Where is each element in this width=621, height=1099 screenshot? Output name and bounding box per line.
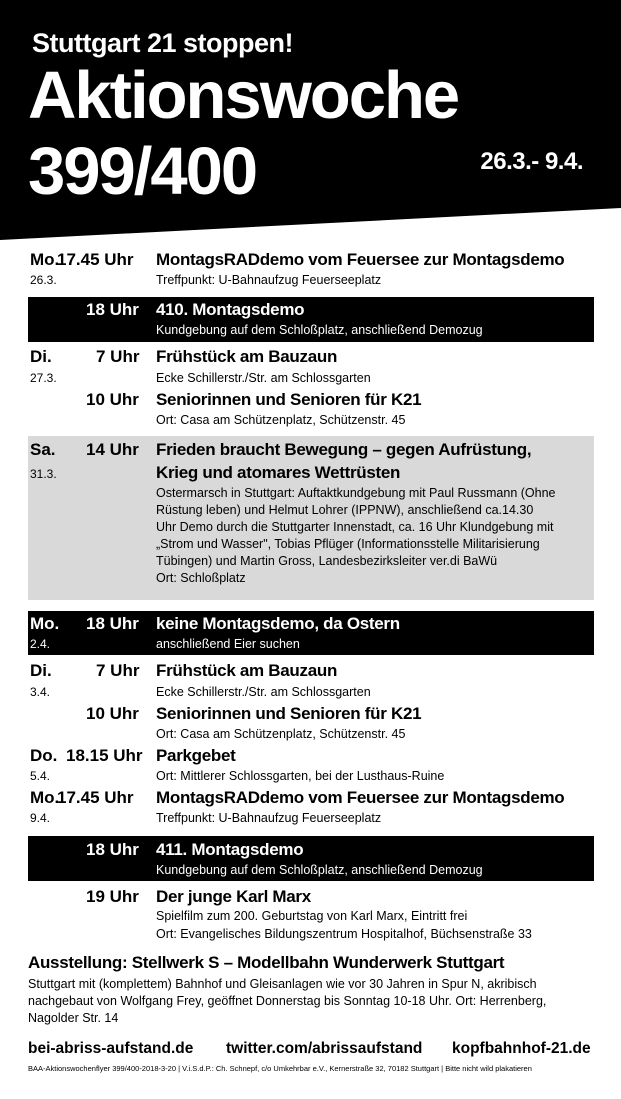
event-block	[28, 788, 594, 830]
event-title: 410. Montagsdemo	[156, 300, 305, 319]
event-title: Parkgebet	[156, 746, 236, 765]
event-block-highlight	[28, 611, 594, 655]
event-block-featured	[28, 436, 594, 600]
event-time: 18.15 Uhr	[66, 746, 143, 765]
event-time: 18 Uhr	[86, 840, 139, 859]
exhibition-text: Stuttgart mit (komplettem) Bahnhof und Gleisanlagen wie vor 30 Jahren in Spur N, akribisch nachgebaut von Wolfgang Frey, geöffnet Donnerstag bis Sonntag 10-18 Uhr. Ort: Herrenberg, Nagolder Str. 14	[28, 977, 547, 1025]
event-title: Frühstück am Bauzaun	[156, 347, 338, 366]
event-date: 31.3.	[30, 467, 57, 481]
event-block	[28, 661, 594, 703]
event-detail: Ostermarsch in Stuttgart: Auftaktkundgebung mit Paul Russmann (Ohne	[156, 486, 556, 500]
event-title-line2: Krieg und atomares Wettrüsten	[156, 463, 401, 482]
event-title: Frühstück am Bauzaun	[156, 661, 338, 680]
event-block	[28, 347, 594, 389]
header-banner	[0, 0, 621, 240]
event-date: 27.3.	[30, 371, 57, 385]
footer-link-kopfbahnhof[interactable]: kopfbahnhof-21.de	[452, 1040, 591, 1057]
event-time: 10 Uhr	[86, 390, 139, 409]
header-subtitle: Stuttgart 21 stoppen!	[32, 28, 294, 58]
event-title: 411. Montagsdemo	[156, 840, 304, 859]
event-date: 9.4.	[30, 811, 51, 825]
event-time: 14 Uhr	[86, 440, 139, 459]
event-time: 18 Uhr	[86, 300, 139, 319]
footer-link-twitter[interactable]: twitter.com/abrissaufstand	[226, 1040, 423, 1057]
event-detail: Ort: Evangelisches Bildungszentrum Hospitalhof, Büchsenstraße 33	[156, 927, 532, 941]
header-title: Aktionswoche	[28, 58, 459, 133]
event-block-highlight	[28, 297, 594, 342]
event-detail: Kundgebung auf dem Schloßplatz, anschließend Demozug	[156, 863, 483, 877]
event-block	[28, 704, 594, 744]
event-detail: Tübingen) und Martin Gross, Landesbezirksleiter ver.di BaWü	[156, 554, 498, 568]
event-day: Di.	[30, 661, 52, 680]
event-detail: Spielfilm zum 200. Geburtstag von Karl Marx, Eintritt frei	[156, 909, 468, 923]
event-day: Mo.	[30, 614, 60, 633]
event-date: 26.3.	[30, 273, 57, 287]
event-day: Mo.	[30, 788, 60, 807]
header-dates: 26.3.- 9.4.	[480, 148, 583, 175]
event-detail: Ort: Casa am Schützenplatz, Schützenstr. 45	[156, 413, 406, 427]
event-detail: Rüstung leben) und Helmut Lohrer (IPPNW), anschließend ca.14.30	[156, 503, 534, 517]
event-title: Seniorinnen und Senioren für K21	[156, 390, 422, 409]
event-time: 17.45 Uhr	[57, 250, 134, 269]
event-detail: Treffpunkt: U-Bahnaufzug Feuerseeplatz	[156, 273, 382, 287]
event-detail: Ecke Schillerstr./Str. am Schlossgarten	[156, 685, 371, 699]
exhibition-title: Ausstellung: Stellwerk S – Modellbahn Wunderwerk Stuttgart	[28, 953, 505, 972]
event-title: MontagsRADdemo vom Feuersee zur Montagsdemo	[156, 250, 565, 269]
event-detail: „Strom und Wasser", Tobias Pflüger (Informationsstelle Militarisierung	[156, 537, 540, 551]
event-detail: Kundgebung auf dem Schloßplatz, anschließend Demozug	[156, 323, 483, 337]
event-detail: anschließend Eier suchen	[156, 637, 300, 651]
event-detail: Ort: Mittlerer Schlossgarten, bei der Lusthaus-Ruine	[156, 769, 445, 783]
event-day: Sa.	[30, 440, 56, 459]
event-title: Seniorinnen und Senioren für K21	[156, 704, 422, 723]
event-block	[28, 887, 594, 947]
header-number: 399/400	[28, 134, 257, 209]
event-title: keine Montagsdemo, da Ostern	[156, 614, 400, 633]
event-block	[28, 250, 594, 292]
event-title: Der junge Karl Marx	[156, 887, 311, 906]
event-time: 17.45 Uhr	[57, 788, 134, 807]
event-detail: Ecke Schillerstr./Str. am Schlossgarten	[156, 371, 371, 385]
event-title: MontagsRADdemo vom Feuersee zur Montagsdemo	[156, 788, 565, 807]
event-detail: Uhr Demo durch die Stuttgarter Innenstadt, ca. 16 Uhr Klundgebung mit	[156, 520, 554, 534]
event-block	[28, 390, 594, 430]
event-title: Frieden braucht Bewegung – gegen Aufrüstung,	[156, 440, 532, 459]
event-day: Mo.	[30, 250, 60, 269]
event-date: 2.4.	[30, 637, 51, 651]
event-time: 18 Uhr	[86, 614, 139, 633]
event-time: 7 Uhr	[96, 661, 140, 680]
event-block-highlight	[28, 836, 594, 881]
event-time: 7 Uhr	[96, 347, 140, 366]
event-day: Do.	[30, 746, 58, 765]
event-time: 10 Uhr	[86, 704, 139, 723]
footer-link-website[interactable]: bei-abriss-aufstand.de	[28, 1040, 194, 1057]
event-date: 5.4.	[30, 769, 51, 783]
event-block	[28, 746, 594, 788]
event-detail: Treffpunkt: U-Bahnaufzug Feuerseeplatz	[156, 811, 382, 825]
footer-imprint: BAA-Aktionswochenflyer 399/400-2018-3-20 | V.i.S.d.P.: Ch. Schnepf, c/o Umkehrbar e.V., Kernerstraße 32, 70182 Stuttgart | Bitte nicht wild plakatieren	[28, 1064, 532, 1073]
event-date: 3.4.	[30, 685, 51, 699]
event-time: 19 Uhr	[86, 887, 139, 906]
event-day: Di.	[30, 347, 52, 366]
event-detail: Ort: Casa am Schützenplatz, Schützenstr. 45	[156, 727, 406, 741]
event-detail: Ort: Schloßplatz	[156, 571, 246, 585]
